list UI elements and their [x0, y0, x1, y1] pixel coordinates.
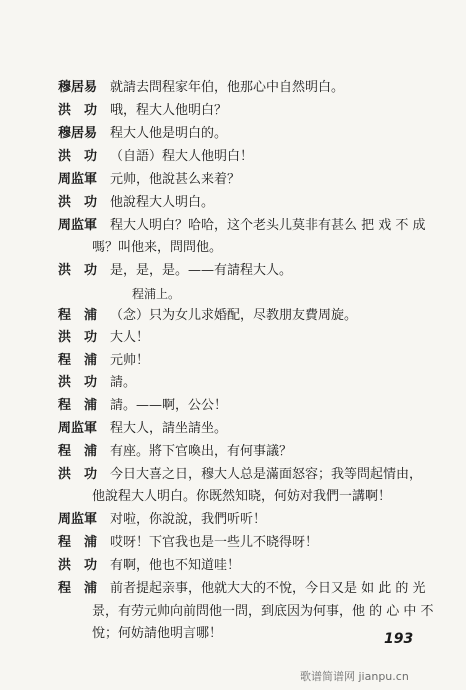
- dialogue-text: 就請去問程家年伯，他那心中自然明白。: [110, 80, 345, 95]
- watermark: 歌谱简谱网 jianpu.cn: [300, 670, 409, 683]
- dialogue-text: 元帅！: [110, 353, 150, 368]
- dialogue-text: 哎呀！下官我也是一些儿不晓得呀！: [110, 535, 319, 550]
- dialogue-text: 嗎？叫他来，問問他。: [92, 240, 223, 255]
- dialogue-text: 景，有劳元帅向前問他一問，到底因为何事，他 的 心 中 不: [92, 604, 434, 619]
- dialogue-text: 有啊，他也不知道哇！: [110, 558, 241, 573]
- dialogue-text: 元帅，他說甚么来着？: [110, 172, 241, 187]
- dialogue-text: 悅；何妨請他明言哪！: [92, 626, 223, 641]
- speaker-name: 洪 功: [58, 467, 98, 482]
- page-number: 193: [384, 631, 414, 647]
- speaker-name: 周监軍: [58, 172, 98, 187]
- dialogue-text: 前者提起亲事，他就大大的不悅，今日又是 如 此 的 光: [110, 581, 426, 596]
- dialogue-text: 他說程大人明白。你既然知晓，何妨对我們一講啊！: [92, 489, 392, 504]
- speaker-name: 穆居易: [58, 126, 98, 141]
- speaker-name: 周监軍: [58, 218, 98, 233]
- speaker-name: 程 浦: [58, 444, 98, 459]
- speaker-name: 洪 功: [58, 195, 98, 210]
- speaker-name: 洪 功: [58, 558, 98, 573]
- speaker-name: 程 浦: [58, 353, 98, 368]
- dialogue-text: 有座。將下官喚出，有何事議？: [110, 444, 293, 459]
- dialogue-text: 今日大喜之日，穆大人总是滿面怒容；我等問起情由，: [110, 467, 423, 482]
- dialogue-text: 程大人明白？哈哈，这个老头儿莫非有甚么 把 戏 不 成: [110, 218, 426, 233]
- dialogue-text: 是，是，是。——有請程大人。: [110, 263, 293, 278]
- dialogue-text: （自語）程大人他明白！: [110, 149, 254, 164]
- dialogue-text: 他說程大人明白。: [110, 195, 215, 210]
- speaker-name: 穆居易: [58, 80, 98, 95]
- dialogue-text: 請。: [110, 375, 137, 390]
- speaker-name: 周监軍: [58, 421, 98, 436]
- speaker-name: 洪 功: [58, 103, 98, 118]
- dialogue-text: 对啦，你說說，我們听听！: [110, 512, 267, 527]
- dialogue-text: 大人！: [110, 330, 150, 345]
- dialogue-text: 哦，程大人他明白？: [110, 103, 228, 118]
- speaker-name: 程 浦: [58, 308, 98, 323]
- speaker-name: 洪 功: [58, 263, 98, 278]
- dialogue-text: 請。——啊，公公！: [110, 398, 228, 413]
- speaker-name: 洪 功: [58, 375, 98, 390]
- speaker-name: 程 浦: [58, 535, 98, 550]
- dialogue-text: 程大人，請坐請坐。: [110, 421, 228, 436]
- dialogue-text: （念）只为女儿求婚配，尽教朋友費周旋。: [110, 308, 358, 323]
- speaker-name: 周监軍: [58, 512, 98, 527]
- stage-direction-text: 程浦上。: [132, 287, 181, 301]
- dialogue-text: 程大人他是明白的。: [110, 126, 228, 141]
- speaker-name: 程 浦: [58, 581, 98, 596]
- speaker-name: 程 浦: [58, 398, 98, 413]
- speaker-name: 洪 功: [58, 330, 98, 345]
- speaker-name: 洪 功: [58, 149, 98, 164]
